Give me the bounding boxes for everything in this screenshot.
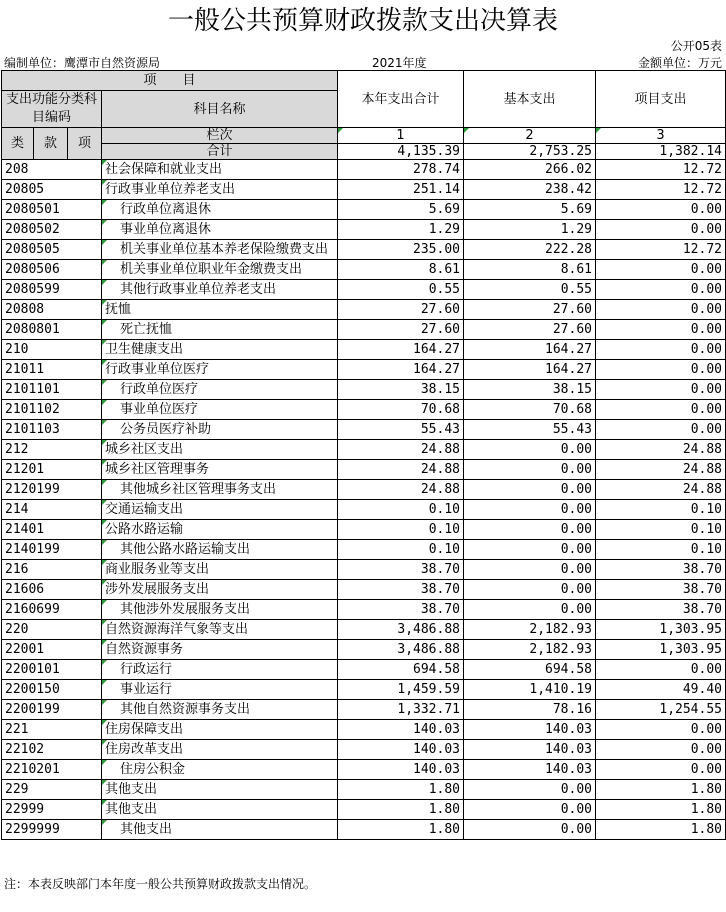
row-project: 0.00	[596, 400, 726, 420]
header-project: 项目支出	[596, 71, 726, 128]
row-project: 49.40	[596, 680, 726, 700]
row-total: 235.00	[338, 240, 464, 260]
row-code: 2101102	[2, 400, 102, 420]
row-code: 21201	[2, 460, 102, 480]
row-basic: 2,182.93	[464, 640, 596, 660]
row-name: 其他支出	[102, 820, 338, 840]
row-project: 1,303.95	[596, 640, 726, 660]
row-basic: 0.00	[464, 820, 596, 840]
row-total: 55.43	[338, 420, 464, 440]
row-basic: 0.00	[464, 800, 596, 820]
table-row	[2, 340, 726, 360]
row-total: 140.03	[338, 760, 464, 780]
row-name: 其他城乡社区管理事务支出	[102, 480, 338, 500]
table-row	[2, 560, 726, 580]
row-project: 12.72	[596, 240, 726, 260]
row-project: 0.00	[596, 220, 726, 240]
row-total: 1,459.59	[338, 680, 464, 700]
row-code: 2160699	[2, 600, 102, 620]
header-func-code: 支出功能分类科目编码	[2, 91, 102, 128]
row-total: 3,486.88	[338, 640, 464, 660]
row-code: 2140199	[2, 540, 102, 560]
row-name: 机关事业单位职业年金缴费支出	[102, 260, 338, 280]
row-total: 38.70	[338, 600, 464, 620]
row-total: 27.60	[338, 320, 464, 340]
row-code: 208	[2, 160, 102, 180]
row-basic: 0.00	[464, 460, 596, 480]
table-row	[2, 480, 726, 500]
row-name: 住房保障支出	[102, 720, 338, 740]
row-basic: 0.00	[464, 580, 596, 600]
table-row	[2, 760, 726, 780]
row-name: 事业单位医疗	[102, 400, 338, 420]
table-row	[2, 180, 726, 200]
row-code: 2101103	[2, 420, 102, 440]
header-subject-name: 科目名称	[102, 91, 338, 128]
row-project: 24.88	[596, 440, 726, 460]
row-code: 2101101	[2, 380, 102, 400]
row-total: 1.80	[338, 780, 464, 800]
row-project: 12.72	[596, 180, 726, 200]
header-item: 项 目	[2, 71, 338, 91]
row-basic: 222.28	[464, 240, 596, 260]
row-project: 0.00	[596, 320, 726, 340]
row-project: 1.80	[596, 820, 726, 840]
table-row	[2, 740, 726, 760]
row-code: 2080502	[2, 220, 102, 240]
table-row	[2, 400, 726, 420]
sum-label: 合计	[102, 144, 338, 160]
table-row	[2, 520, 726, 540]
row-total: 140.03	[338, 740, 464, 760]
row-project: 0.00	[596, 200, 726, 220]
row-basic: 2,182.93	[464, 620, 596, 640]
row-basic: 694.58	[464, 660, 596, 680]
table-row	[2, 600, 726, 620]
row-total: 0.10	[338, 500, 464, 520]
row-name: 行政事业单位医疗	[102, 360, 338, 380]
reporting-unit: 编制单位：鹰潭市自然资源局	[4, 56, 161, 70]
row-total: 38.70	[338, 560, 464, 580]
row-name: 行政事业单位养老支出	[102, 180, 338, 200]
row-total: 0.10	[338, 520, 464, 540]
row-total: 140.03	[338, 720, 464, 740]
row-name: 公务员医疗补助	[102, 420, 338, 440]
row-code: 2080599	[2, 280, 102, 300]
table-row	[2, 640, 726, 660]
table-row	[2, 500, 726, 520]
header-col-1: 1	[338, 128, 464, 144]
row-basic: 140.03	[464, 760, 596, 780]
row-project: 0.00	[596, 380, 726, 400]
row-project: 0.00	[596, 660, 726, 680]
table-row	[2, 300, 726, 320]
table-row	[2, 820, 726, 840]
row-basic: 140.03	[464, 740, 596, 760]
row-basic: 266.02	[464, 160, 596, 180]
row-code: 210	[2, 340, 102, 360]
row-code: 2080801	[2, 320, 102, 340]
row-total: 164.27	[338, 340, 464, 360]
row-basic: 0.00	[464, 540, 596, 560]
row-basic: 1,410.19	[464, 680, 596, 700]
row-project: 0.00	[596, 720, 726, 740]
row-basic: 0.00	[464, 560, 596, 580]
row-name: 行政运行	[102, 660, 338, 680]
row-name: 行政单位离退休	[102, 200, 338, 220]
row-name: 商业服务业等支出	[102, 560, 338, 580]
row-code: 22999	[2, 800, 102, 820]
table-row	[2, 540, 726, 560]
row-total: 1.29	[338, 220, 464, 240]
row-name: 城乡社区管理事务	[102, 460, 338, 480]
row-code: 2299999	[2, 820, 102, 840]
row-code: 2200150	[2, 680, 102, 700]
row-project: 0.00	[596, 260, 726, 280]
row-project: 0.10	[596, 500, 726, 520]
row-basic: 0.00	[464, 780, 596, 800]
row-basic: 5.69	[464, 200, 596, 220]
row-project: 0.00	[596, 760, 726, 780]
header-lanci: 栏次	[102, 128, 338, 144]
row-name: 社会保障和就业支出	[102, 160, 338, 180]
table-row	[2, 320, 726, 340]
row-total: 70.68	[338, 400, 464, 420]
row-code: 216	[2, 560, 102, 580]
page-title: 一般公共预算财政拨款支出决算表	[167, 6, 558, 36]
row-basic: 140.03	[464, 720, 596, 740]
row-basic: 78.16	[464, 700, 596, 720]
row-code: 2080501	[2, 200, 102, 220]
row-code: 21011	[2, 360, 102, 380]
row-code: 220	[2, 620, 102, 640]
row-code: 2080505	[2, 240, 102, 260]
row-code: 214	[2, 500, 102, 520]
row-project: 0.00	[596, 340, 726, 360]
row-project: 0.00	[596, 420, 726, 440]
row-basic: 238.42	[464, 180, 596, 200]
sum-basic: 2,753.25	[464, 144, 596, 160]
row-basic: 1.29	[464, 220, 596, 240]
row-total: 24.88	[338, 460, 464, 480]
table-row	[2, 720, 726, 740]
row-name: 事业单位离退休	[102, 220, 338, 240]
footnote: 注：本表反映部门本年度一般公共预算财政拨款支出情况。	[4, 877, 317, 891]
row-name: 其他涉外发展服务支出	[102, 600, 338, 620]
table-row	[2, 200, 726, 220]
row-total: 5.69	[338, 200, 464, 220]
row-total: 38.70	[338, 580, 464, 600]
row-name: 卫生健康支出	[102, 340, 338, 360]
row-project: 0.00	[596, 740, 726, 760]
row-basic: 0.00	[464, 440, 596, 460]
header-lei: 类	[2, 128, 34, 160]
row-code: 2210201	[2, 760, 102, 780]
header-xiang: 项	[68, 128, 102, 160]
row-name: 自然资源事务	[102, 640, 338, 660]
row-total: 278.74	[338, 160, 464, 180]
row-code: 21401	[2, 520, 102, 540]
table-row	[2, 360, 726, 380]
row-name: 抚恤	[102, 300, 338, 320]
table-row	[2, 280, 726, 300]
row-project: 0.00	[596, 280, 726, 300]
table-row	[2, 260, 726, 280]
row-name: 其他公路水路运输支出	[102, 540, 338, 560]
expenditure-table	[1, 70, 726, 840]
row-project: 0.00	[596, 300, 726, 320]
table-row	[2, 620, 726, 640]
table-row	[2, 700, 726, 720]
row-code: 21606	[2, 580, 102, 600]
row-total: 164.27	[338, 360, 464, 380]
header-col-2: 2	[464, 128, 596, 144]
row-total: 8.61	[338, 260, 464, 280]
row-name: 公路水路运输	[102, 520, 338, 540]
row-basic: 27.60	[464, 300, 596, 320]
row-name: 住房改革支出	[102, 740, 338, 760]
table-row	[2, 160, 726, 180]
row-project: 38.70	[596, 580, 726, 600]
row-name: 其他支出	[102, 780, 338, 800]
row-basic: 70.68	[464, 400, 596, 420]
row-name: 其他自然资源事务支出	[102, 700, 338, 720]
row-basic: 0.00	[464, 480, 596, 500]
table-row	[2, 380, 726, 400]
row-name: 机关事业单位基本养老保险缴费支出	[102, 240, 338, 260]
row-name: 交通运输支出	[102, 500, 338, 520]
row-basic: 27.60	[464, 320, 596, 340]
row-total: 694.58	[338, 660, 464, 680]
row-code: 2080506	[2, 260, 102, 280]
row-code: 2200101	[2, 660, 102, 680]
table-row	[2, 660, 726, 680]
row-code: 221	[2, 720, 102, 740]
fiscal-year: 2021年度	[372, 56, 427, 70]
row-basic: 164.27	[464, 360, 596, 380]
row-total: 3,486.88	[338, 620, 464, 640]
table-row	[2, 220, 726, 240]
row-code: 22001	[2, 640, 102, 660]
row-code: 229	[2, 780, 102, 800]
row-total: 24.88	[338, 440, 464, 460]
row-project: 0.10	[596, 520, 726, 540]
sum-project: 1,382.14	[596, 144, 726, 160]
row-project: 1,303.95	[596, 620, 726, 640]
row-project: 0.10	[596, 540, 726, 560]
table-row	[2, 580, 726, 600]
row-total: 1,332.71	[338, 700, 464, 720]
currency-unit: 金额单位：万元	[637, 56, 722, 70]
row-project: 38.70	[596, 560, 726, 580]
header-basic: 基本支出	[464, 71, 596, 128]
table-row	[2, 460, 726, 480]
table-row	[2, 780, 726, 800]
table-row	[2, 440, 726, 460]
row-basic: 0.00	[464, 500, 596, 520]
row-project: 24.88	[596, 480, 726, 500]
row-basic: 0.00	[464, 520, 596, 540]
row-total: 0.55	[338, 280, 464, 300]
sum-total: 4,135.39	[338, 144, 464, 160]
row-basic: 8.61	[464, 260, 596, 280]
table-row	[2, 680, 726, 700]
row-code: 20808	[2, 300, 102, 320]
row-project: 12.72	[596, 160, 726, 180]
row-total: 0.10	[338, 540, 464, 560]
table-row	[2, 420, 726, 440]
row-total: 251.14	[338, 180, 464, 200]
row-total: 1.80	[338, 820, 464, 840]
row-total: 1.80	[338, 800, 464, 820]
row-name: 其他行政事业单位养老支出	[102, 280, 338, 300]
row-project: 38.70	[596, 600, 726, 620]
header-total: 本年支出合计	[338, 71, 464, 128]
row-basic: 38.15	[464, 380, 596, 400]
row-name: 自然资源海洋气象等支出	[102, 620, 338, 640]
row-code: 22102	[2, 740, 102, 760]
row-basic: 164.27	[464, 340, 596, 360]
row-project: 0.00	[596, 360, 726, 380]
header-kuan: 款	[34, 128, 68, 160]
row-total: 27.60	[338, 300, 464, 320]
row-name: 住房公积金	[102, 760, 338, 780]
row-name: 涉外发展服务支出	[102, 580, 338, 600]
row-project: 1.80	[596, 800, 726, 820]
row-project: 24.88	[596, 460, 726, 480]
form-number: 公开05表	[670, 39, 722, 53]
row-code: 2120199	[2, 480, 102, 500]
row-code: 2200199	[2, 700, 102, 720]
row-project: 1.80	[596, 780, 726, 800]
row-name: 城乡社区支出	[102, 440, 338, 460]
row-code: 212	[2, 440, 102, 460]
row-total: 38.15	[338, 380, 464, 400]
row-total: 24.88	[338, 480, 464, 500]
row-basic: 55.43	[464, 420, 596, 440]
row-project: 1,254.55	[596, 700, 726, 720]
table-row	[2, 800, 726, 820]
row-name: 死亡抚恤	[102, 320, 338, 340]
row-basic: 0.00	[464, 600, 596, 620]
header-col-3: 3	[596, 128, 726, 144]
row-name: 其他支出	[102, 800, 338, 820]
table-row	[2, 240, 726, 260]
row-name: 事业运行	[102, 680, 338, 700]
row-code: 20805	[2, 180, 102, 200]
row-name: 行政单位医疗	[102, 380, 338, 400]
row-basic: 0.55	[464, 280, 596, 300]
